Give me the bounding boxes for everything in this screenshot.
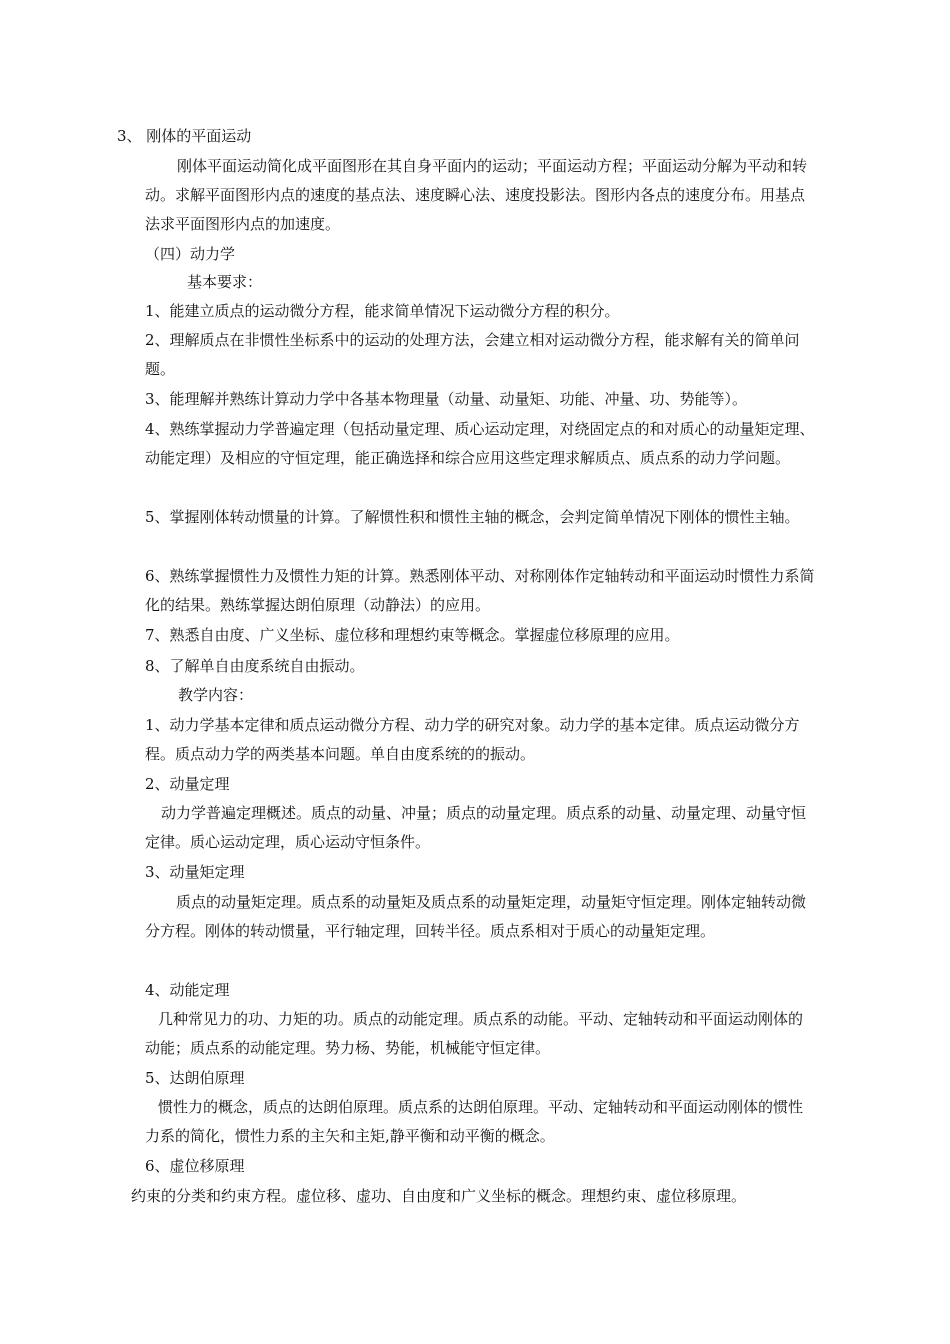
- section-3-heading: 3、 刚体的平面运动: [117, 127, 252, 145]
- requirement-item: 1、能建立质点的运动微分方程，能求简单情况下运动微分方程的积分。: [145, 302, 620, 320]
- content-2-body: 动力学普遍定理概述。质点的动量、冲量；质点的动量定理。质点系的动量、动量定理、动量守恒定律。质心运动定理，质心运动守恒条件。: [145, 804, 807, 851]
- requirement-item: 3、能理解并熟练计算动力学中各基本物理量（动量、动量矩、功能、冲量、功、势能等）。: [145, 390, 748, 408]
- content-5-heading: 5、达朗伯原理: [145, 1069, 245, 1087]
- content-item-1: 1、动力学基本定律和质点运动微分方程、动力学的研究对象。动力学的基本定律。质点运动微分方程。质点动力学的两类基本问题。单自由度系统的的振动。: [145, 716, 800, 763]
- section-3-body: 刚体平面运动简化成平面图形在其自身平面内的运动；平面运动方程；平面运动分解为平动和转动。求解平面图形内点的速度的基点法、速度瞬心法、速度投影法。图形内各点的速度分布。用基点法求平面图形内点的加速度。: [145, 157, 808, 233]
- content-6-heading: 6、虚位移原理: [145, 1157, 245, 1175]
- content-2-heading: 2、动量定理: [145, 775, 230, 793]
- requirement-item: 4、熟练掌握动力学普遍定理（包括动量定理、质心运动定理，对绕固定点的和对质心的动量矩定理、动能定理）及相应的守恒定理，能正确选择和综合应用这些定理求解质点、质点系的动力学问题。: [145, 420, 815, 467]
- content-3-body: 质点的动量矩定理。质点系的动量矩及质点系的动量矩定理，动量矩守恒定理。刚体定轴转动微分方程。刚体的转动惯量，平行轴定理，回转半径。质点系相对于质心的动量矩定理。: [145, 893, 807, 940]
- requirement-item: 5、掌握刚体转动惯量的计算。了解惯性积和惯性主轴的概念，会判定简单情况下刚体的惯性主轴。: [145, 508, 800, 526]
- content-4-body: 几种常见力的功、力矩的功。质点的动能定理。质点系的动能。平动、定轴转动和平面运动刚体的动能；质点系的动能定理。势力杨、势能，机械能守恒定律。: [145, 1010, 804, 1057]
- chapter-4-heading: （四）动力学: [145, 245, 236, 263]
- content-4-heading: 4、动能定理: [145, 981, 230, 999]
- content-6-body: 约束的分类和约束方程。虚位移、虚功、自由度和广义坐标的概念。理想约束、虚位移原理。: [131, 1187, 747, 1205]
- requirement-item: 7、熟悉自由度、广义坐标、虚位移和理想约束等概念。掌握虚位移原理的应用。: [145, 626, 680, 644]
- requirement-item: 8、了解单自由度系统自由振动。: [145, 657, 365, 675]
- content-3-heading: 3、动量矩定理: [145, 863, 245, 881]
- content-5-body: 惯性力的概念，质点的达朗伯原理。质点系的达朗伯原理。平动、定轴转动和平面运动刚体的惯性力系的简化，惯性力系的主矢和主矩,静平衡和动平衡的概念。: [145, 1098, 804, 1145]
- teaching-content-heading: 教学内容：: [178, 686, 254, 704]
- requirement-item: 6、熟练掌握惯性力及惯性力矩的计算。熟悉刚体平动、对称刚体作定轴转动和平面运动时惯性力系简化的结果。熟练掌握达朗伯原理（动静法）的应用。: [145, 567, 815, 614]
- requirement-item: 2、理解质点在非惯性坐标系中的运动的处理方法，会建立相对运动微分方程，能求解有关的简单问题。: [145, 331, 800, 378]
- basic-requirements-heading: 基本要求：: [187, 273, 263, 291]
